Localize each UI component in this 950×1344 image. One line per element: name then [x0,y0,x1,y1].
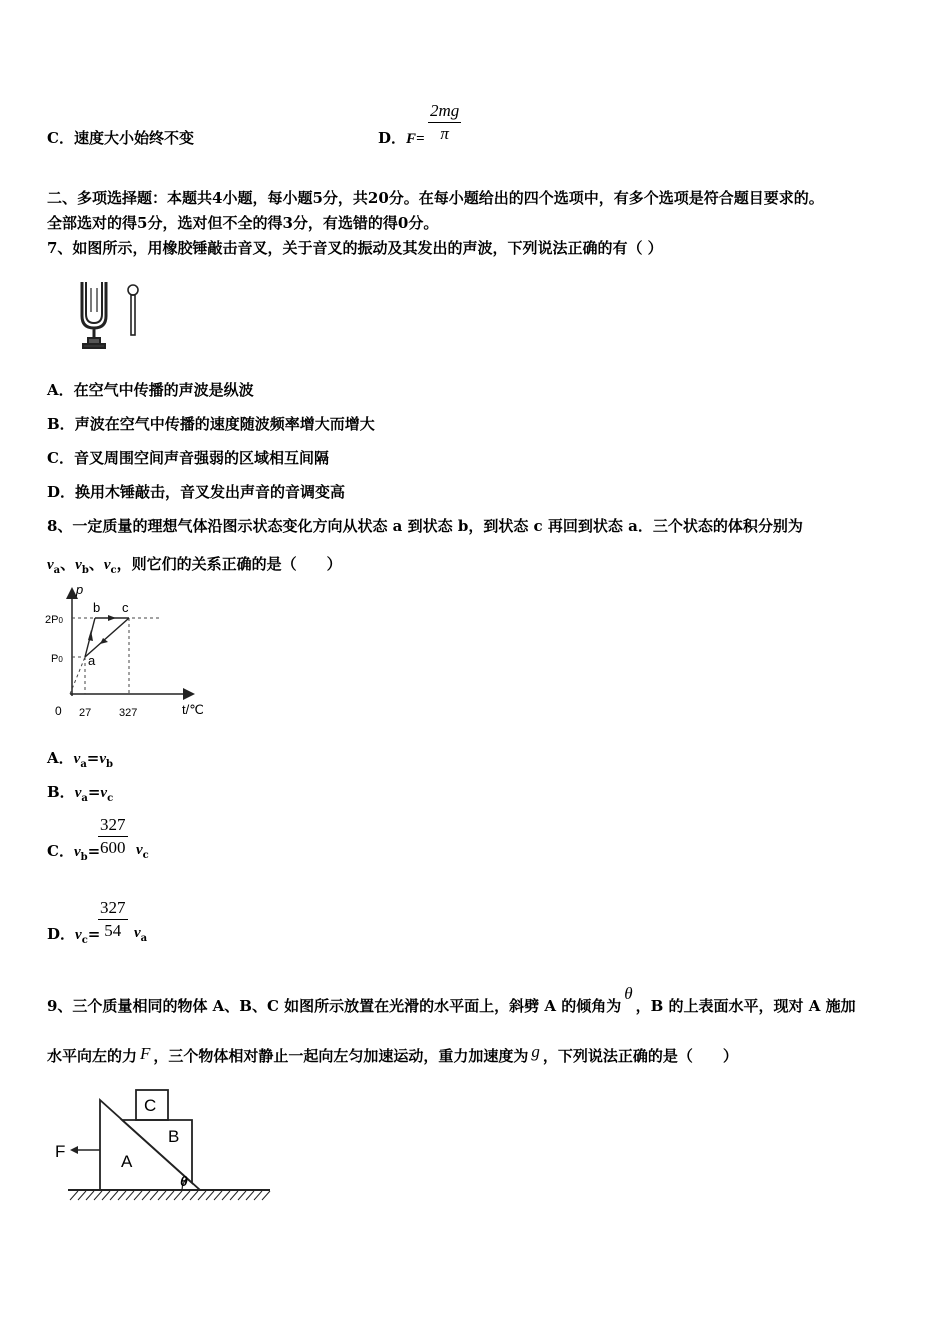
q6-option-c [47,127,194,148]
q8-option-d-lhs: v [75,927,82,943]
graph-p0-sub: 0 [58,655,63,664]
q8-option-a-label: A． [47,749,74,767]
q7-option-a-label: A． [47,381,74,399]
q9-stem-line2 [47,1042,738,1066]
label-c: C [144,1096,157,1115]
q9-stem-line1-a: 9、三个质量相同的物体 A、B、C 如图所示放置在光滑的水平面上，斜劈 A 的倾角为 [47,997,622,1015]
q8-option-d-rhs: v [134,925,141,941]
q9-stem-line1 [47,984,856,1016]
q8-option-a-rhs: v [99,751,107,767]
p-t-graph [42,584,217,724]
q8-option-b-lhs-sub: a [81,793,88,804]
q8-stem-line1: 8、一定质量的理想气体沿图示状态变化方向从状态 a 到状态 b，到状态 c 再回到状态 a．三个状态的体积分别为 [47,517,803,535]
q8-var-va-sub: a [53,565,61,576]
q6-option-d-denominator: π [440,124,449,143]
graph-arrow-ca [100,638,108,644]
section2-line2: 全部选对的得5分，选对但不全的得3分，有选错的得0分。 [47,214,439,232]
q8-option-b-label: B． [47,783,75,801]
q7-option-d-text: 换用木锤敲击，音叉发出声音的音调变高 [75,483,346,501]
q8-option-a-eq: = [86,749,100,767]
q7-option-b [47,413,375,434]
graph-point-b: b [93,600,101,615]
q8-option-c-numerator: 327 [98,814,128,837]
q7-stem: 7、如图所示，用橡胶锤敲击音叉，关于音叉的振动及其发出的声波，下列说法正确的有（ ） [47,239,663,257]
q8-option-d-rhs-sub: a [140,933,148,944]
ground-hatching [70,1191,270,1200]
q8-var-va: v [47,557,54,573]
q7-option-b-text: 声波在空气中传播的速度随波频率增大而增大 [74,415,375,433]
label-a: A [121,1152,133,1171]
q8-option-b-rhs: v [100,785,108,801]
q8-option-d-label: D． [47,925,76,943]
q8-option-a-lhs-sub: a [80,759,87,770]
q8-option-c-lhs: v [73,844,81,860]
tuning-fork-figure [76,276,146,352]
q8-var-vb-sub: b [81,565,89,576]
label-f: F [55,1142,66,1161]
q8-option-b-rhs-sub: c [107,793,114,804]
q6-option-d-numerator: 2mg [428,100,461,123]
q8-option-b-eq: = [87,783,101,801]
q7-option-b-label: B． [47,415,75,433]
q6-option-c-label: C． [47,129,74,147]
q6-option-d-label: D． [378,129,407,147]
q8-sep-1: 、 [60,555,76,573]
q8-option-a [47,747,113,770]
graph-p0-text: P [51,653,59,665]
q9-stem-line1-b: ，B 的上表面水平，现对 A 施加 [635,997,856,1015]
q8-option-d-numerator: 327 [98,897,128,920]
q9-g-symbol: g [531,1042,540,1061]
wedge-blocks-figure [50,1085,275,1210]
q8-stem-line2 [47,553,342,576]
q8-option-c-label: C． [47,842,74,860]
q8-option-c-rhs: v [136,842,143,858]
q8-option-a-rhs-sub: b [106,759,114,770]
q7-option-c-text: 音叉周围空间声音强弱的区域相互间隔 [73,449,329,467]
q8-var-vc-sub: c [110,565,117,576]
q8-option-c-rhs-wrap [136,840,149,861]
q9-force-symbol: F [140,1044,151,1063]
q8-option-c-eq: = [87,842,101,860]
graph-point-a: a [88,653,96,668]
graph-2p0-label [45,614,63,626]
graph-p0-label [51,653,63,665]
q7-option-d [47,481,345,502]
q8-option-d-denominator: 54 [104,921,122,940]
q8-option-a-lhs: v [73,751,81,767]
q8-option-c-rhs-sub: c [142,850,149,861]
q7-option-c-label: C． [47,449,74,467]
section2-line1: 二、多项选择题：本题共4小题，每小题5分，共20分。在每小题给出的四个选项中，有多个选项是符合题目要求的。 [47,189,824,207]
q6-option-d [378,127,425,148]
graph-point-c: c [122,600,129,615]
q7-option-a-text: 在空气中传播的声波是纵波 [73,381,254,399]
q8-option-b-lhs: v [74,785,82,801]
label-b: B [168,1127,180,1146]
q8-option-c-lhs-sub: b [80,852,88,863]
q9-stem-line2-a: 水平向左的力 [47,1047,138,1065]
graph-2p0-sub: 0 [58,616,63,625]
graph-2p0-text: 2P [45,614,59,626]
q7-option-c [47,447,329,468]
q8-option-b [47,781,113,804]
q7-option-a [47,379,254,400]
q6-option-c-text: 速度大小始终不变 [73,129,194,147]
q9-theta: θ [624,984,633,1003]
q8-option-d-lhs-sub: c [81,935,88,946]
q8-option-d [47,923,100,946]
q9-stem-line2-b: ，三个物体相对静止一起向左匀加速运动，重力加速度为 [153,1047,529,1065]
graph-tick-27: 27 [79,707,92,719]
q8-option-c [47,840,100,863]
graph-t-label: t/℃ [182,702,204,717]
graph-origin-label: 0 [55,704,62,718]
graph-tick-327: 327 [119,707,138,719]
tuning-fork-icon [82,282,106,348]
q8-stem-line2-text: ，则它们的关系正确的是（ ） [116,555,342,573]
q7-option-d-label: D． [47,483,76,501]
rubber-hammer-icon [128,285,138,335]
q8-var-vc: v [103,557,111,573]
q8-option-c-denominator: 600 [100,838,126,857]
q8-sep-2: 、 [88,555,104,573]
q8-var-vb: v [75,557,82,573]
force-arrowhead-icon [70,1146,78,1154]
label-theta: θ [180,1173,188,1189]
q6-option-d-fraction [428,100,461,145]
q9-stem-line2-c: ，下列说法正确的是（ ） [542,1047,738,1065]
q8-option-c-fraction [98,814,128,859]
q8-option-d-rhs-wrap [134,923,147,944]
q6-option-d-var: F= [406,131,425,147]
q8-option-d-eq: = [87,925,101,943]
graph-arrow-ab [88,630,93,641]
graph-p-label: p [76,584,84,597]
graph-arrow-bc [108,615,116,621]
q8-option-d-fraction [98,897,128,942]
